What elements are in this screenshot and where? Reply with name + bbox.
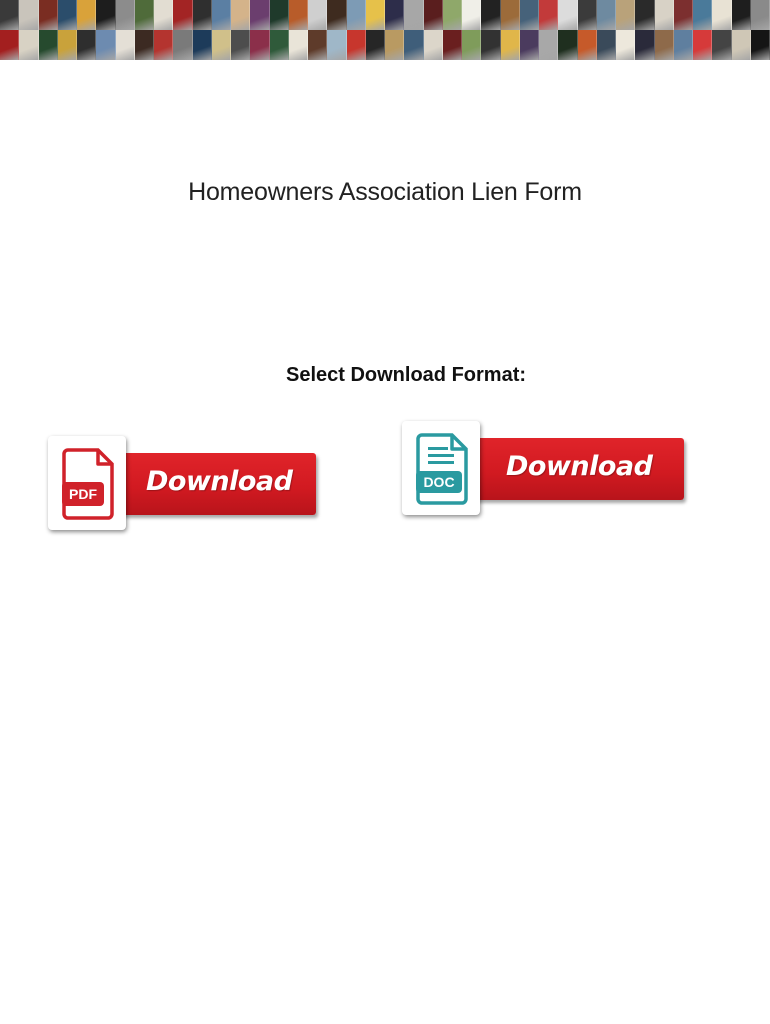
cover-thumbnail (732, 30, 751, 60)
banner-row-top (0, 0, 770, 30)
cover-thumbnail (501, 0, 520, 30)
page-title: Homeowners Association Lien Form (188, 178, 582, 206)
cover-thumbnail (655, 30, 674, 60)
cover-thumbnail (0, 0, 19, 30)
cover-thumbnail (77, 30, 96, 60)
cover-thumbnail (308, 30, 327, 60)
cover-thumbnail (693, 30, 712, 60)
cover-thumbnail (231, 0, 250, 30)
cover-thumbnail (96, 30, 115, 60)
cover-thumbnail (481, 0, 500, 30)
cover-thumbnail (58, 0, 77, 30)
cover-thumbnail (578, 30, 597, 60)
cover-thumbnail (635, 30, 654, 60)
cover-thumbnail (135, 0, 154, 30)
cover-thumbnail (58, 30, 77, 60)
cover-thumbnail (347, 30, 366, 60)
cover-thumbnail (116, 30, 135, 60)
cover-thumbnail (366, 0, 385, 30)
cover-thumbnail (751, 0, 770, 30)
cover-thumbnail (250, 30, 269, 60)
cover-thumbnail (674, 30, 693, 60)
cover-thumbnail (327, 0, 346, 30)
pdf-download-button[interactable] (48, 436, 320, 534)
cover-thumbnail (366, 30, 385, 60)
download-label: Download (146, 466, 293, 497)
pdf-format-text: PDF (69, 486, 97, 502)
cover-thumbnail (520, 30, 539, 60)
cover-thumbnail (19, 30, 38, 60)
pdf-icon-card (48, 436, 126, 530)
cover-thumbnail (424, 0, 443, 30)
cover-thumbnail (597, 0, 616, 30)
cover-thumbnail (19, 0, 38, 30)
cover-thumbnail (289, 0, 308, 30)
cover-thumbnail (520, 0, 539, 30)
cover-thumbnail (597, 30, 616, 60)
cover-thumbnail (655, 0, 674, 30)
cover-thumbnail (443, 30, 462, 60)
cover-thumbnail (481, 30, 500, 60)
cover-thumbnail (385, 0, 404, 30)
doc-format-text: DOC (423, 474, 455, 490)
cover-thumbnail (270, 0, 289, 30)
cover-thumbnail (501, 30, 520, 60)
cover-thumbnail (212, 30, 231, 60)
cover-thumbnail (558, 0, 577, 30)
cover-thumbnail (270, 30, 289, 60)
cover-thumbnail (732, 0, 751, 30)
banner-row-bottom (0, 30, 770, 60)
cover-thumbnail (39, 0, 58, 30)
cover-thumbnail (193, 30, 212, 60)
cover-thumbnail (39, 30, 58, 60)
cover-thumbnail (443, 0, 462, 30)
cover-thumbnail (96, 0, 115, 30)
cover-thumbnail (424, 30, 443, 60)
download-format-heading: Select Download Format: (285, 364, 527, 386)
cover-thumbnail (154, 30, 173, 60)
cover-thumbnail (693, 0, 712, 30)
doc-download-button[interactable] (402, 421, 688, 519)
cover-thumbnail (77, 0, 96, 30)
cover-thumbnail (385, 30, 404, 60)
cover-thumbnail (173, 0, 192, 30)
cover-thumbnail (327, 30, 346, 60)
cover-thumbnail (135, 30, 154, 60)
cover-thumbnail (116, 0, 135, 30)
cover-thumbnail (578, 0, 597, 30)
doc-icon-card (402, 421, 480, 515)
download-label: Download (506, 451, 653, 482)
cover-thumbnail (751, 30, 770, 60)
cover-thumbnail (539, 30, 558, 60)
cover-thumbnail (404, 30, 423, 60)
cover-thumbnail (558, 30, 577, 60)
cover-thumbnail (712, 0, 731, 30)
cover-thumbnail (173, 30, 192, 60)
cover-thumbnail (212, 0, 231, 30)
pdf-file-icon (62, 448, 114, 520)
cover-thumbnail (404, 0, 423, 30)
cover-thumbnail (347, 0, 366, 30)
cover-thumbnail (231, 30, 250, 60)
cover-thumbnail (462, 30, 481, 60)
cover-thumbnail (635, 0, 654, 30)
cover-thumbnail (674, 0, 693, 30)
cover-thumbnail (712, 30, 731, 60)
cover-thumbnail (616, 30, 635, 60)
cover-thumbnail (539, 0, 558, 30)
cover-thumbnail (462, 0, 481, 30)
cover-thumbnail (616, 0, 635, 30)
cover-thumbnail (289, 30, 308, 60)
cover-thumbnail (154, 0, 173, 30)
book-cover-banner (0, 0, 770, 60)
doc-file-icon (416, 433, 468, 505)
cover-thumbnail (193, 0, 212, 30)
cover-thumbnail (0, 30, 19, 60)
cover-thumbnail (308, 0, 327, 30)
cover-thumbnail (250, 0, 269, 30)
